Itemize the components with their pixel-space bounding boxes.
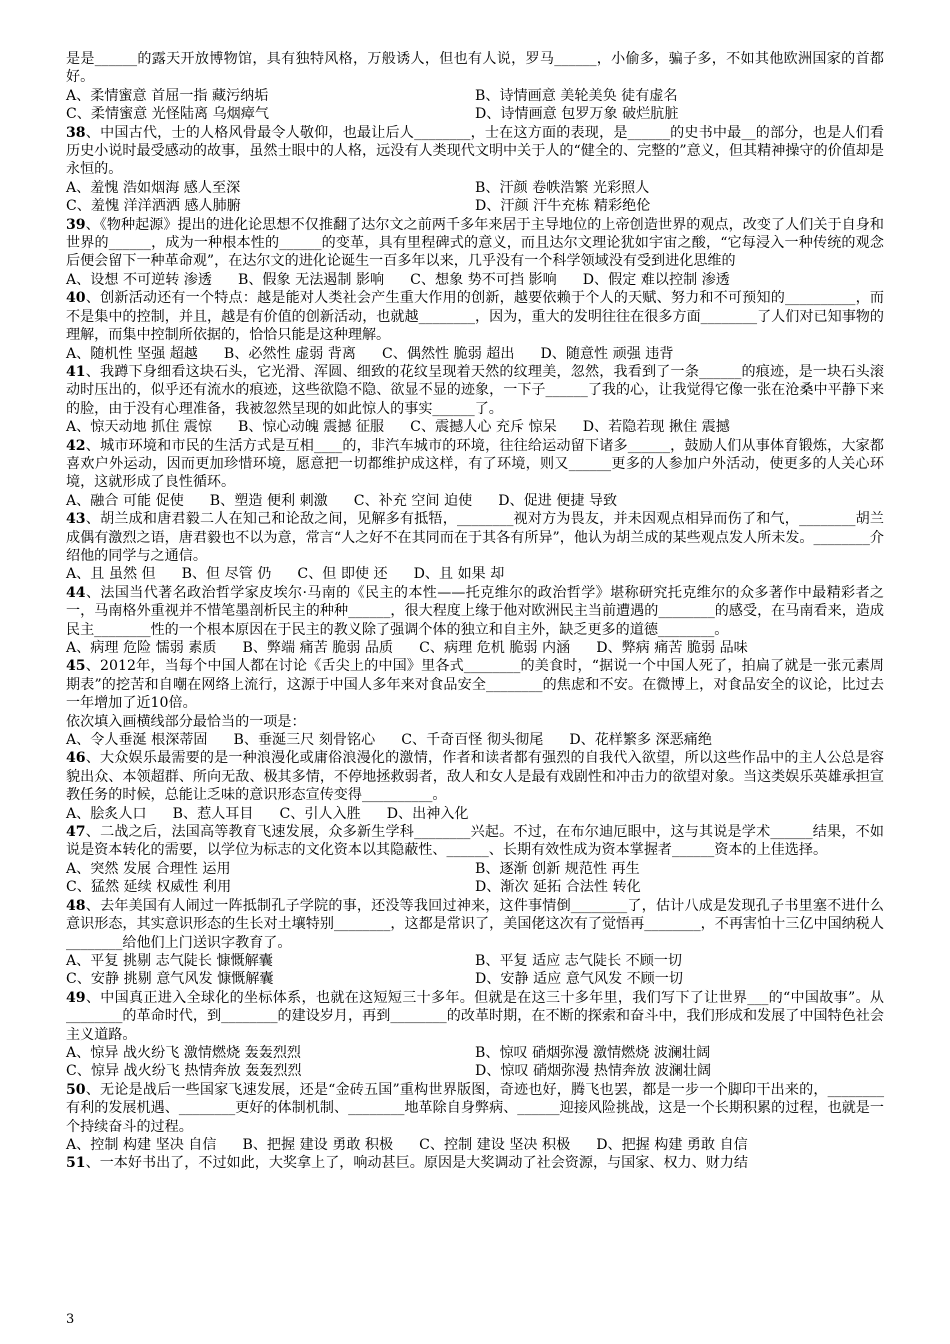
question-block bbox=[66, 749, 884, 823]
answer-option: A、脍炙人口 bbox=[66, 805, 147, 822]
answer-option: D、随意性 顽强 违背 bbox=[540, 345, 674, 362]
question-stem bbox=[66, 216, 884, 271]
answer-option: D、汗颜 汗牛充栋 精彩绝伦 bbox=[475, 198, 651, 215]
question-stem bbox=[66, 124, 884, 179]
question-text: 、一本好书出了，不过如此，大奖拿上了，响动甚巨。原因是大奖调动了社会资源，与国家、权力、财力结 bbox=[85, 1155, 749, 1172]
answer-option: B、垂涎三尺 刻骨铭心 bbox=[233, 732, 376, 749]
answer-option: D、安静 适应 意气风发 不顾一切 bbox=[475, 971, 683, 988]
answer-options bbox=[66, 271, 884, 289]
answer-option: C、惊异 战火纷飞 热情奔放 轰轰烈烈 bbox=[66, 1063, 302, 1080]
answer-options bbox=[66, 731, 884, 749]
answer-option: B、诗情画意 美轮美奂 徒有虚名 bbox=[475, 87, 678, 104]
answer-option: D、若隐若现 揪住 震撼 bbox=[582, 419, 730, 436]
answer-option: C、想象 势不可挡 影响 bbox=[410, 271, 557, 288]
question-text: 、胡兰成和唐君毅二人在知己和论敌之间，见解多有抵牾，________视对方为畏友，并未因观点相异而伤了和气，________胡兰成偶有激烈之语，唐君毅也不以为意，常言“人之好不在其同而在于其各有所异”，他认为胡兰成的某些观点发人所未发。________介绍他的同学与之通信。 bbox=[66, 511, 884, 564]
question-text: 、二战之后，法国高等教育飞速发展，众多新生学科________兴起。不过，在布尔迪厄眼中，这与其说是学术______结果，不如说是资本转化的需要，以学位为标志的文化资本以其隐蔽性、______、长期有效性成为资本掌握者______资本的上佳选择。 bbox=[66, 824, 884, 859]
answer-options bbox=[66, 1136, 884, 1154]
answer-option: B、汗颜 卷帙浩繁 光彩照人 bbox=[475, 179, 650, 196]
answer-option: B、塑造 便利 刺激 bbox=[209, 492, 328, 509]
answer-option: B、惹人耳目 bbox=[172, 805, 254, 822]
question-stem bbox=[66, 584, 884, 639]
question-text: 、无论是战后一些国家飞速发展，还是“金砖五国”重构世界版图，奇迹也好，腾飞也罢，都是一步一个脚印干出来的，________有利的发展机遇、________更好的体制机制、________地革除自身弊病、______迎接风险挑战，这是一个长期积累的过程，也就是一个持续奋斗的过程。 bbox=[66, 1081, 884, 1135]
question-stem bbox=[66, 1154, 884, 1172]
question-number: 49 bbox=[66, 989, 86, 1006]
answer-options bbox=[66, 418, 884, 436]
answer-option: C、偶然性 脆弱 超出 bbox=[381, 345, 515, 362]
answer-option: B、惊叹 硝烟弥漫 激情燃烧 波澜壮阔 bbox=[475, 1044, 711, 1061]
answer-option: D、弊病 痛苦 脆弱 品味 bbox=[596, 640, 748, 656]
answer-option: C、震撼人心 充斥 惊呆 bbox=[410, 419, 557, 436]
answer-option: A、平复 挑剔 志气陡长 慷慨解囊 bbox=[66, 952, 273, 969]
page-number: 3 bbox=[66, 1312, 75, 1327]
question-block bbox=[66, 823, 884, 897]
question-instruction: 依次填入画横线部分最恰当的一项是： bbox=[66, 713, 306, 730]
answer-option: B、假象 无法遏制 影响 bbox=[237, 271, 385, 288]
question-number: 40 bbox=[66, 290, 86, 307]
answer-option: A、惊天动地 抓住 震惊 bbox=[66, 419, 212, 436]
question-number: 38 bbox=[66, 124, 86, 141]
question-number: 47 bbox=[66, 824, 86, 841]
question-number: 44 bbox=[66, 584, 86, 601]
question-block bbox=[66, 216, 884, 290]
answer-options bbox=[66, 805, 884, 823]
answer-option: D、诗情画意 包罗万象 破烂肮脏 bbox=[475, 106, 679, 123]
answer-option: D、出神入化 bbox=[386, 805, 469, 822]
question-block bbox=[66, 584, 884, 658]
answer-option: B、弊端 痛苦 脆弱 品质 bbox=[242, 640, 394, 656]
question-block bbox=[66, 657, 884, 749]
question-number: 48 bbox=[66, 897, 86, 914]
answer-options bbox=[66, 565, 884, 583]
question-text: 、去年美国有人闹过一阵抵制孔子学院的事，还没等我回过神来，这件事情倒________了，估计八成是发现孔子书里塞不进什么意识形态，其实意识形态的生长对土壤特别________，这都是常识了，美国佬这次有了觉悟再________，不再害怕十三亿中国纳税人________给他们上门送识字教育了。 bbox=[66, 897, 884, 951]
question-text: 、2012年，当每个中国人都在讨论《舌尖上的中国》里各式________的美食时，“据说一个中国人死了，拍扁了就是一张元素周期表”的挖苦和自嘲在网络上流行，这源于中国人多年来对食品安全________的焦虑和不安。在微博上，对食品安全的议论，比过去一年增加了近10倍。 bbox=[66, 658, 884, 712]
answer-option: C、猛然 延续 权威性 利用 bbox=[66, 879, 232, 896]
question-number: 46 bbox=[66, 750, 86, 767]
question-block bbox=[66, 1154, 884, 1172]
answer-options bbox=[66, 179, 884, 216]
answer-option: C、病理 危机 脆弱 内涵 bbox=[419, 640, 571, 656]
answer-option: D、促进 便捷 导致 bbox=[498, 492, 618, 509]
answer-option: A、控制 构建 坚决 自信 bbox=[66, 1136, 217, 1153]
question-text: 、我蹲下身细看这块石头，它光滑、浑圆、细致的花纹呈现着天然的纹理美，忽然，我看到了一条______的痕迹，是一块石头滚动时压出的，似乎还有流水的痕迹，这些欲隐不隐、欲显不显的迹象，一下子______了我的心，让我觉得它像一张在沧桑中平静下来的脸，由于没有心理准备，我被忽然呈现的如此惊人的事实______了。 bbox=[66, 363, 884, 417]
question-number: 39 bbox=[66, 216, 86, 233]
answer-options bbox=[66, 492, 884, 510]
answer-option: D、花样繁多 深恶痛绝 bbox=[569, 732, 712, 749]
question-number: 42 bbox=[66, 437, 86, 454]
question-number: 45 bbox=[66, 658, 86, 675]
answer-option: C、柔情蜜意 光怪陆离 乌烟瘴气 bbox=[66, 106, 269, 123]
answer-option: C、安静 挑剔 意气风发 慷慨解囊 bbox=[66, 971, 274, 988]
answer-option: A、突然 发展 合理性 运用 bbox=[66, 860, 231, 877]
answer-options bbox=[66, 87, 884, 124]
question-block bbox=[66, 897, 884, 989]
question-text: 、城市环境和市民的生活方式是互相____的，非汽车城市的环境，往往给运动留下诸多______，鼓励人们从事体育锻炼，大家都喜欢户外运动，因而更加珍惜环境，愿意把一切都维护成这样，有了环境，则又______更多的人参加户外活动，使更多的人关心环境，这就形成了良性循环。 bbox=[66, 437, 884, 491]
answer-option: A、羞愧 浩如烟海 感人至深 bbox=[66, 179, 241, 196]
question-stem bbox=[66, 989, 884, 1044]
question-block bbox=[66, 363, 884, 437]
answer-options bbox=[66, 1044, 884, 1081]
question-text: 、法国当代著名政治哲学家皮埃尔·马南的《民主的本性——托克维尔的政治哲学》堪称研究托克维尔的众多著作中最精彩者之一，马南格外重视并不惜笔墨剖析民主的种种______，很大程度上缘于他对欧洲民主当前遭遇的________的感受，在马南看来，造成民主________性的一个根本原因在于民主的教义除了强调个体的独立和自主外，缺乏更多的道德________。 bbox=[66, 584, 884, 638]
question-stem bbox=[66, 510, 884, 565]
question-block bbox=[66, 510, 884, 584]
question-text: 、中国古代，士的人格风骨最令人敬仰，也最让后人________，士在这方面的表现，是______的史书中最__的部分，也是人们看历史小说时最受感动的故事，虽然士眼中的人格，远没有人类现代文明中关于人的“健全的、完整的”意义，但其精神操守的价值却是永恒的。 bbox=[66, 124, 884, 178]
answer-options bbox=[66, 952, 884, 989]
answer-option: D、渐次 延拓 合法性 转化 bbox=[475, 879, 641, 896]
answer-option: A、病理 危险 懦弱 素质 bbox=[66, 640, 217, 656]
answer-option: C、控制 建设 坚决 积极 bbox=[419, 1136, 571, 1153]
answer-option: B、把握 建设 勇敢 积极 bbox=[242, 1136, 394, 1153]
question-stem bbox=[66, 437, 884, 492]
answer-option: C、引人入胜 bbox=[279, 805, 361, 822]
question-stem bbox=[66, 50, 884, 87]
answer-option: C、羞愧 洋洋洒洒 感人肺腑 bbox=[66, 198, 241, 215]
question-stem bbox=[66, 289, 884, 344]
question-stem bbox=[66, 1081, 884, 1136]
question-stem bbox=[66, 749, 884, 804]
answer-options bbox=[66, 345, 884, 363]
answer-option: A、惊异 战火纷飞 激情燃烧 轰轰烈烈 bbox=[66, 1044, 302, 1061]
question-text: 是是______的露天开放博物馆，具有独特风格，万般诱人，但也有人说，罗马______，小偷多，骗子多，不如其他欧洲国家的首都好。 bbox=[66, 51, 884, 86]
answer-option: B、逐渐 创新 规范性 再生 bbox=[475, 860, 640, 877]
question-block bbox=[66, 989, 884, 1081]
question-stem bbox=[66, 363, 884, 418]
question-stem bbox=[66, 823, 884, 860]
document-body bbox=[66, 50, 884, 1173]
question-number: 51 bbox=[66, 1155, 86, 1172]
question-text: 、大众娱乐最需要的是一种浪漫化或庸俗浪漫化的激情，作者和读者都有强烈的自我代入欲望，所以这些作品中的主人公总是容貌出众、本领超群、所向无敌、极其多情，不停地拯救弱者，敌人和女人是最有戏剧性和冲击力的欲望对象。当这类娱乐英雄承担宣教任务的时候，总能让乏味的意识形态宣传变得__________。 bbox=[66, 750, 884, 804]
question-number: 41 bbox=[66, 363, 86, 380]
answer-option: A、设想 不可逆转 渗透 bbox=[66, 271, 212, 288]
question-text: 、《物种起源》提出的进化论思想不仅推翻了达尔文之前两千多年来居于主导地位的上帝创造世界的观点，改变了人们关于自身和世界的______，成为一种根本性的______的变革，具有里程碑式的意义，而且达尔文理论犹如宇宙之酸，“它每浸入一种传统的观念后便会留下一种革命观”，在达尔文的进化论诞生一百多年以来，几乎没有一个科学领域没有受到进化思维的 bbox=[66, 216, 884, 270]
question-stem bbox=[66, 897, 884, 952]
answer-option: A、且 虽然 但 bbox=[66, 566, 156, 583]
question-block bbox=[66, 50, 884, 124]
question-text: 、中国真正进入全球化的坐标体系，也就在这短短三十多年。但就是在这三十多年里，我们写下了让世界___的“中国故事”。从________的革命时代，到________的建设岁月，再到________的改革时期，在不断的探索和奋斗中，我们形成和发展了中国特色社会主义道路。 bbox=[66, 989, 884, 1043]
question-block bbox=[66, 124, 884, 216]
question-block bbox=[66, 1081, 884, 1155]
answer-option: A、随机性 坚强 超越 bbox=[66, 345, 198, 362]
answer-options bbox=[66, 639, 884, 657]
question-stem bbox=[66, 657, 884, 712]
answer-option: D、假定 难以控制 渗透 bbox=[582, 271, 730, 288]
answer-option: B、惊心动魄 震撼 征服 bbox=[237, 419, 385, 436]
answer-option: A、融合 可能 促使 bbox=[66, 492, 184, 509]
answer-option: C、补充 空间 迫使 bbox=[353, 492, 473, 509]
question-number: 50 bbox=[66, 1081, 86, 1098]
answer-option: B、平复 适应 志气陡长 不顾一切 bbox=[475, 952, 683, 969]
question-number: 43 bbox=[66, 511, 86, 528]
answer-option: C、但 即使 还 bbox=[297, 566, 388, 583]
answer-option: B、必然性 虚弱 背离 bbox=[223, 345, 356, 362]
answer-options bbox=[66, 860, 884, 897]
answer-option: D、把握 构建 勇敢 自信 bbox=[596, 1136, 748, 1153]
answer-option: D、惊叹 硝烟弥漫 热情奔放 波澜壮阔 bbox=[475, 1063, 712, 1080]
answer-option: A、令人垂涎 根深蒂固 bbox=[66, 732, 208, 749]
question-text: 、创新活动还有一个特点：越是能对人类社会产生重大作用的创新，越要依赖于个人的天赋、努力和不可预知的__________，而不是集中的控制，并且，越是有价值的创新活动，也就越________，因为，重大的发明往往在很多方面________了人们对已知事物的理解，而集中控制所依据的，恰恰只能是这种理解。 bbox=[66, 290, 884, 344]
answer-option: A、柔情蜜意 首屈一指 藏污纳垢 bbox=[66, 87, 269, 104]
answer-option: D、且 如果 却 bbox=[413, 566, 505, 583]
answer-option: C、千奇百怪 彻头彻尾 bbox=[401, 732, 544, 749]
question-block bbox=[66, 437, 884, 511]
answer-option: B、但 尽管 仍 bbox=[181, 566, 272, 583]
question-block bbox=[66, 289, 884, 363]
